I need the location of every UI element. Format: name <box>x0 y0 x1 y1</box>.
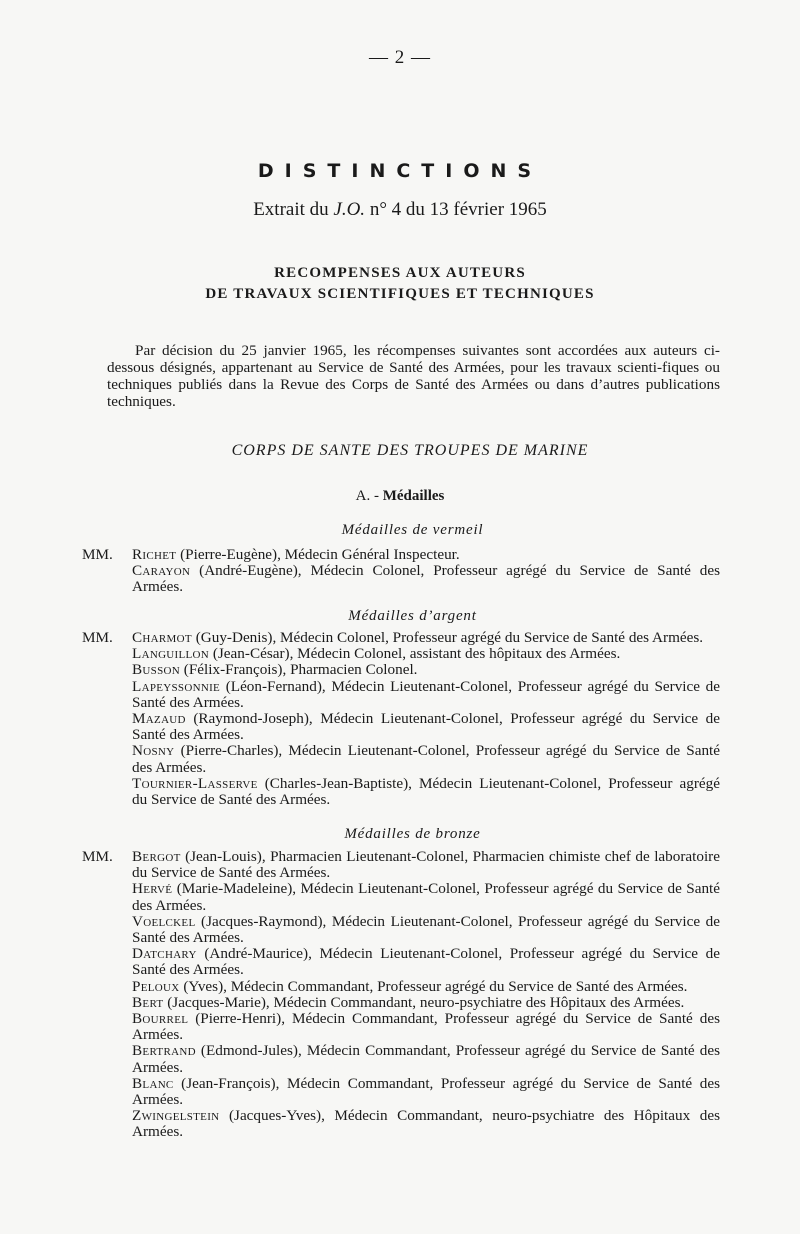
recipient-entry <box>82 848 720 882</box>
recipient-entry <box>107 881 720 913</box>
recipient-details: (Jacques-Raymond), Médecin Lieutenant-Colonel, Professeur agrégé du Service de Santé des Armées. <box>132 912 720 947</box>
heading-line-1: RECOMPENSES AUX AUTEURS <box>274 265 526 281</box>
recipient-entry <box>107 679 720 711</box>
intro-paragraph <box>107 342 720 410</box>
recipient-surname: Tournier-Lasserve <box>132 774 258 792</box>
recipient-surname: Richet <box>132 546 177 563</box>
recipient-surname: Charmot <box>132 629 192 646</box>
recipient-surname: Languillon <box>132 645 210 663</box>
section-a-heading <box>0 488 800 505</box>
recipient-details: (Pierre-Henri), Médecin Commandant, Professeur agrégé du Service de Santé des Armées. <box>132 1010 720 1044</box>
medal-list-argent <box>82 629 720 809</box>
subtitle-jo: J.O. <box>333 199 366 220</box>
recipient-surname: Nosny <box>132 742 175 760</box>
section-heading <box>0 263 800 305</box>
recipient-surname: Busson <box>132 661 180 679</box>
recipient-surname: Hervé <box>132 880 173 898</box>
heading-line-2: DE TRAVAUX SCIENTIFIQUES ET TECHNIQUES <box>205 286 595 302</box>
recipient-surname: Bourrel <box>132 1010 189 1028</box>
recipient-details: (Guy-Denis), Médecin Colonel, Professeur agrégé du Service de Santé des Armées. <box>191 629 704 646</box>
recipient-entry <box>107 914 720 946</box>
recipient-surname: Lapeyssonnie <box>132 677 221 695</box>
recipient-entry <box>107 946 720 978</box>
recipient-surname: Peloux <box>132 977 180 995</box>
recipient-entry <box>107 662 720 678</box>
subtitle-prefix: Extrait du <box>253 199 334 220</box>
medal-heading-argent: Médailles d’argent <box>348 608 477 624</box>
recipient-details: (Jacques-Marie), Médecin Commandant, neuro-psychiatre des Hôpitaux des Armées. <box>163 993 685 1011</box>
recipient-details: (Raymond-Joseph), Médecin Lieutenant-Colonel, Professeur agrégé du Service de Santé des Armées. <box>132 710 720 744</box>
recipient-details: (Charles-Jean-Baptiste), Médecin Lieutenant-Colonel, Professeur agrégé du Service de Santé des Armées. <box>132 774 720 809</box>
recipient-entry <box>107 743 720 775</box>
recipient-details: (André-Eugène), Médecin Colonel, Professeur agrégé du Service de Santé des Armées. <box>132 562 720 596</box>
recipient-details: (Jean-Louis), Pharmacien Lieutenant-Colonel, Pharmacien chimiste chef de laboratoire du Service de Santé des Armées. <box>132 848 720 882</box>
subtitle-suffix: n° 4 du 13 février 1965 <box>365 199 547 220</box>
recipient-entry <box>82 546 720 563</box>
recipient-entry <box>82 629 720 646</box>
recipient-entry <box>107 646 720 662</box>
recipient-surname: Datchary <box>132 945 197 963</box>
recipient-details: (André-Maurice), Médecin Lieutenant-Colonel, Professeur agrégé du Service de Santé des Armées. <box>132 945 720 979</box>
page-number: — 2 — <box>369 47 431 68</box>
recipient-details: (Pierre-Eugène), Médecin Général Inspecteur. <box>176 546 460 563</box>
recipient-entry <box>107 1108 720 1140</box>
recipient-surname: Voelckel <box>132 912 196 930</box>
recipient-entry <box>107 979 720 995</box>
recipient-details: (Pierre-Charles), Médecin Lieutenant-Colonel, Professeur agrégé du Service de Santé des Armées. <box>132 742 720 776</box>
recipient-surname: Bert <box>132 993 164 1011</box>
medal-list-bronze <box>82 848 720 1141</box>
subtitle <box>0 199 800 221</box>
recipient-details: (Edmond-Jules), Médecin Commandant, Professeur agrégé du Service de Santé des Armées. <box>132 1042 720 1076</box>
recipient-details: (Yves), Médecin Commandant, Professeur agrégé du Service de Santé des Armées. <box>179 977 688 995</box>
medal-list-vermeil <box>82 546 720 596</box>
medal-heading-vermeil: Médailles de vermeil <box>341 522 484 538</box>
recipient-entry <box>107 711 720 743</box>
section-a-label: Médailles <box>382 488 445 504</box>
recipient-surname: Bergot <box>132 848 181 865</box>
recipient-entry <box>107 1011 720 1043</box>
recipient-details: (Jacques-Yves), Médecin Commandant, neuro-psychiatre des Hôpitaux des Armées. <box>132 1107 720 1141</box>
recipient-entry <box>107 563 720 595</box>
intro-text: Par décision du 25 janvier 1965, les récompenses suivantes sont accordées aux auteurs ci-dessous désignés, appartenant au Service de Santé des Armées, pour les travaux scienti-fiques ou techniques publiés dans la Revue des Corps de Santé des Armées ou dans d’autres publications techniques. <box>107 342 720 410</box>
recipient-surname: Mazaud <box>132 710 186 728</box>
medal-heading-bronze: Médailles de bronze <box>344 826 481 842</box>
mm-label: MM. <box>82 546 113 563</box>
recipient-entry <box>107 995 720 1011</box>
page-title: DISTINCTIONS <box>257 160 543 182</box>
mm-label: MM. <box>82 848 113 865</box>
recipient-entry <box>107 1043 720 1075</box>
recipient-surname: Blanc <box>132 1074 174 1092</box>
recipient-details: (Marie-Madeleine), Médecin Lieutenant-Colonel, Professeur agrégé du Service de Santé des Armées. <box>132 880 720 914</box>
mm-label: MM. <box>82 629 113 646</box>
recipient-entry <box>107 1076 720 1108</box>
recipient-entry <box>107 776 720 808</box>
recipient-details: (Jean-César), Médecin Colonel, assistant des hôpitaux des Armées. <box>209 645 621 663</box>
corps-title: CORPS DE SANTE DES TROUPES DE MARINE <box>231 442 589 459</box>
recipient-details: (Félix-François), Pharmacien Colonel. <box>180 661 418 679</box>
recipient-details: (Léon-Fernand), Médecin Lieutenant-Colonel, Professeur agrégé du Service de Santé des Armées. <box>132 677 720 711</box>
recipient-details: (Jean-François), Médecin Commandant, Professeur agrégé du Service de Santé des Armées. <box>132 1074 720 1109</box>
recipient-surname: Carayon <box>132 562 191 580</box>
recipient-surname: Bertrand <box>132 1042 196 1060</box>
section-a-prefix: A. - <box>355 488 383 504</box>
recipient-surname: Zwingelstein <box>132 1107 220 1125</box>
